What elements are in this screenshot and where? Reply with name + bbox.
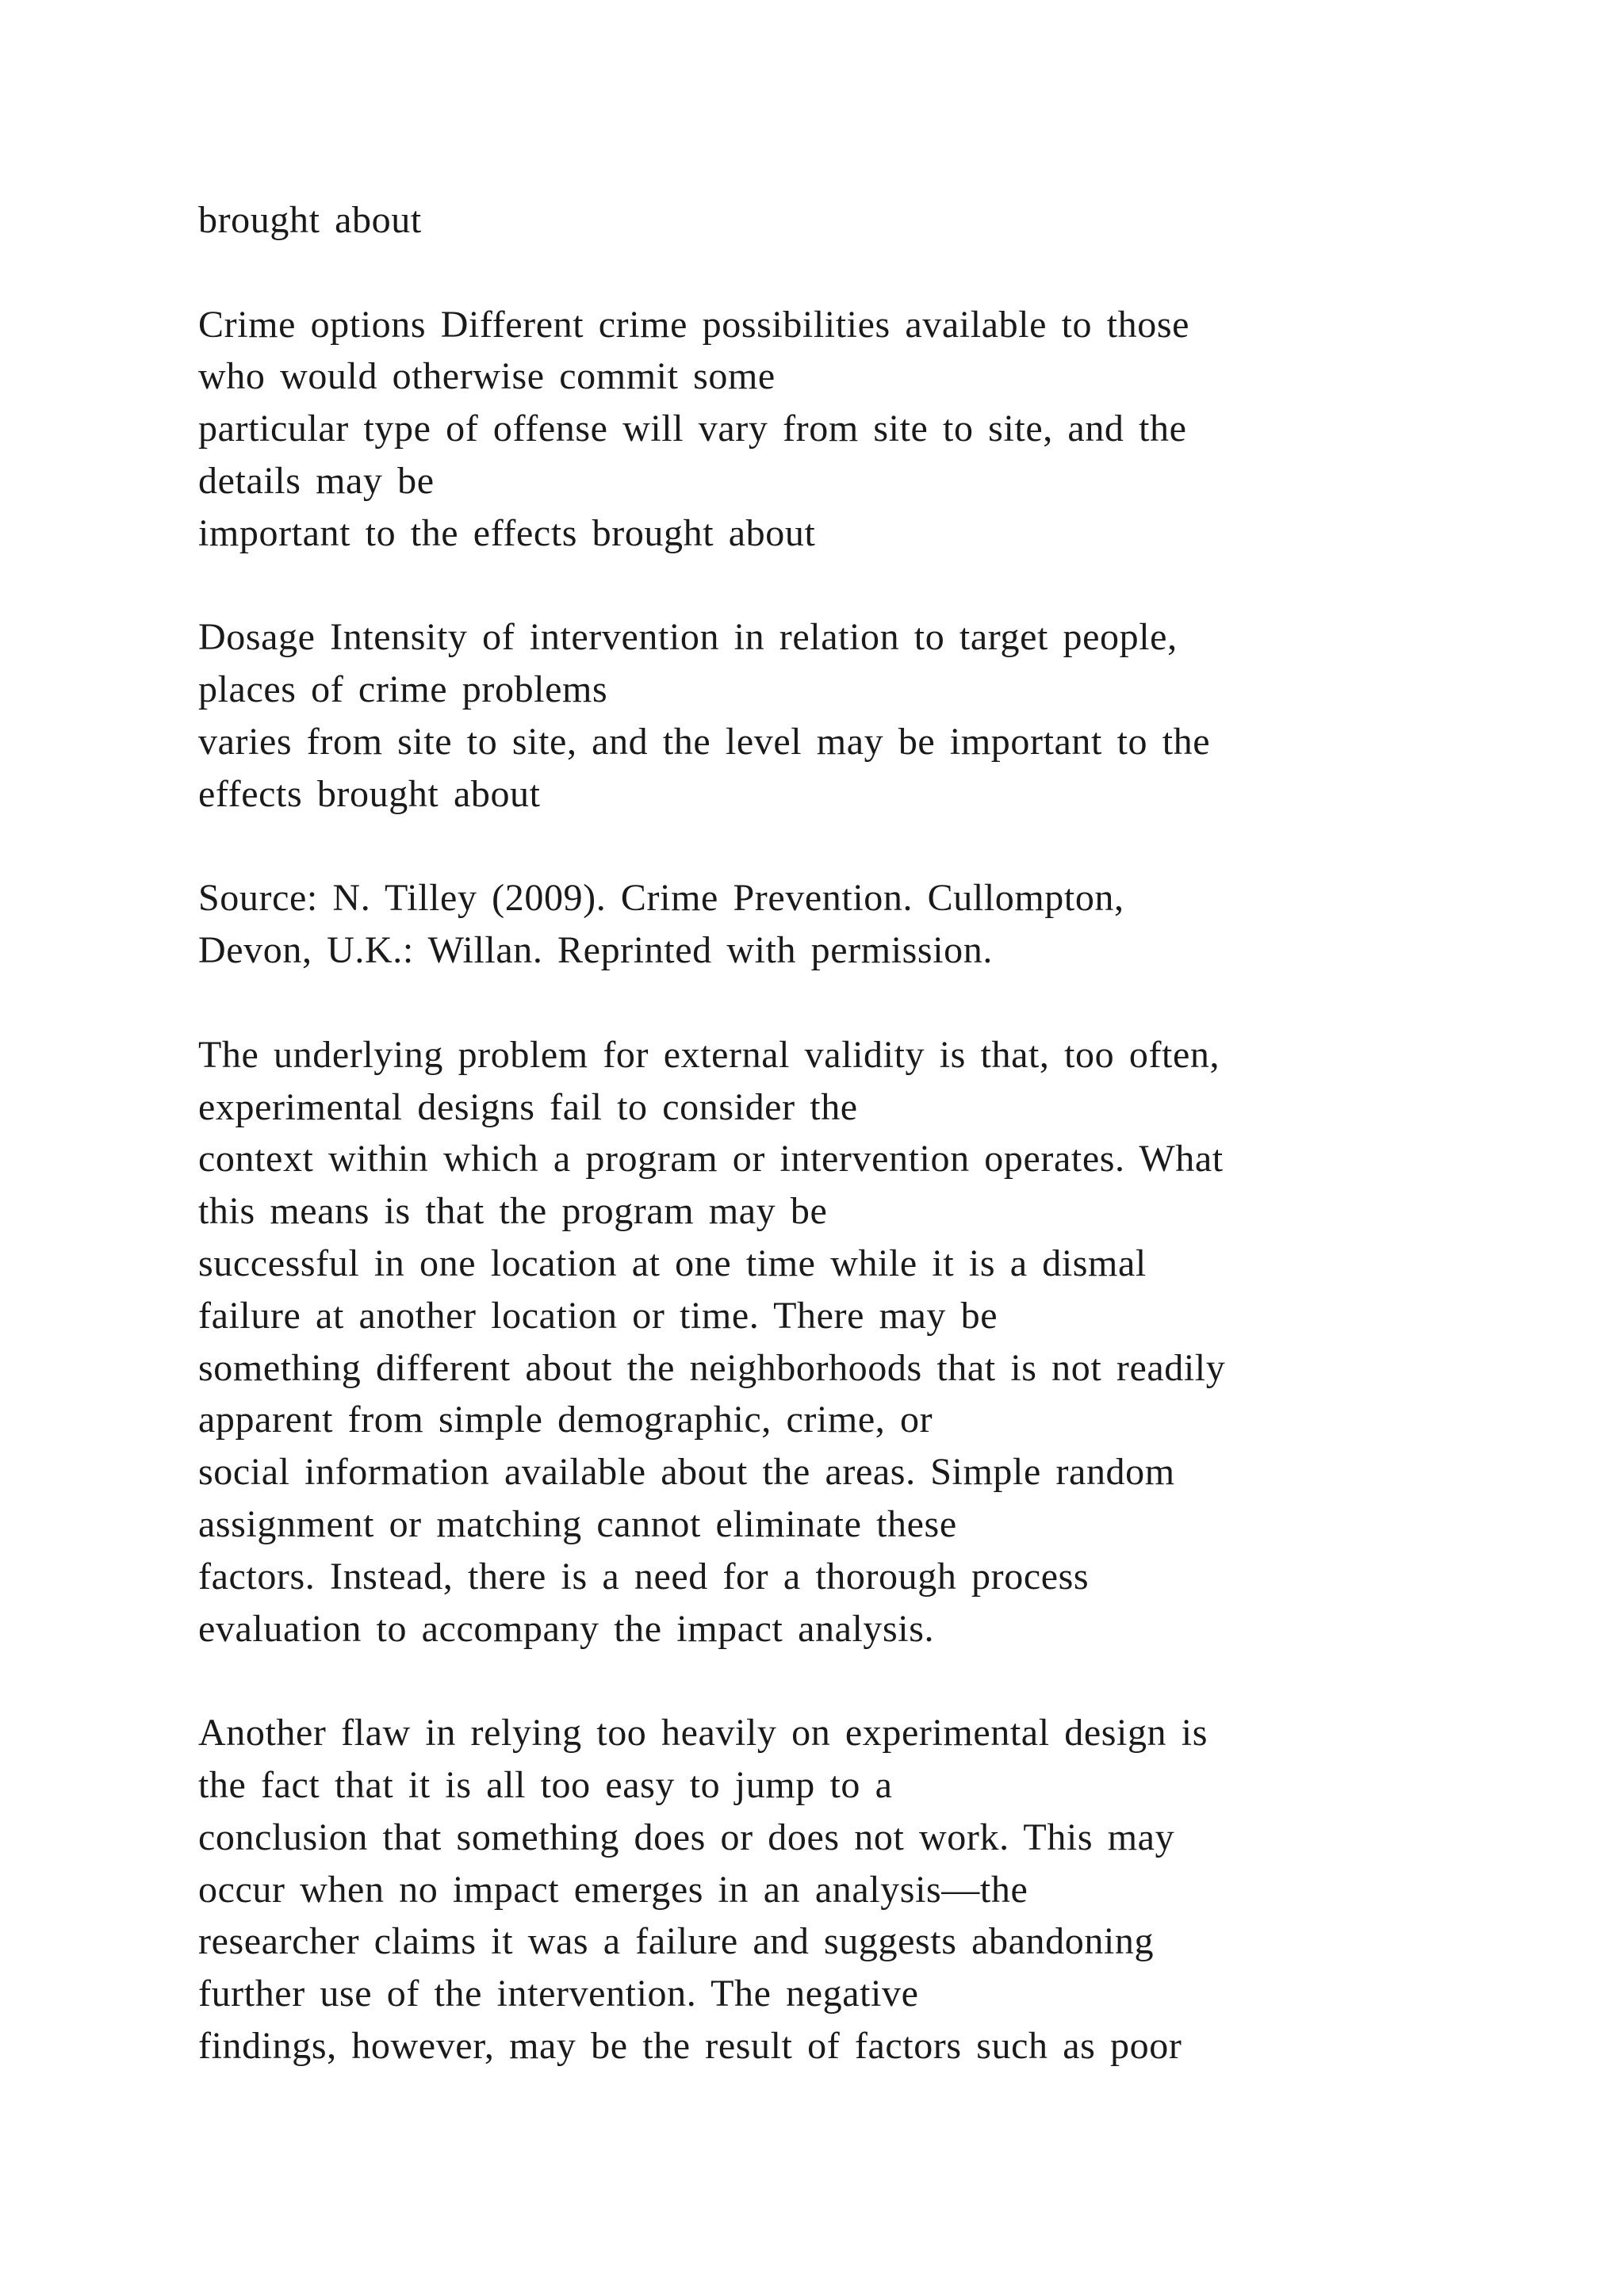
text-line: places of crime problems (198, 668, 608, 711)
text-line: apparent from simple demographic, crime, or (198, 1399, 933, 1441)
text-line: Source: N. Tilley (2009). Crime Prevention. Cullompton, (198, 877, 1124, 920)
text-line: Devon, U.K.: Willan. Reprinted with permission. (198, 929, 993, 972)
text-line: further use of the intervention. The negative (198, 1973, 919, 2015)
document-body (198, 194, 1546, 2072)
text-line: particular type of offense will vary from site to site, and the (198, 408, 1187, 450)
text-line: failure at another location or time. There may be (198, 1294, 998, 1337)
paragraph (198, 872, 1546, 977)
text-line: context within which a program or intervention operates. What (198, 1138, 1224, 1181)
text-line: Another flaw in relying too heavily on experimental design is (198, 1712, 1208, 1755)
text-line: brought about (198, 199, 422, 241)
text-line: something different about the neighborhoods that is not readily (198, 1346, 1226, 1389)
paragraph (198, 194, 1546, 247)
paragraph-gap (198, 821, 1546, 873)
text-line: occur when no impact emerges in an analysis—the (198, 1868, 1028, 1911)
paragraph-gap (198, 1655, 1546, 1707)
text-line: factors. Instead, there is a need for a thorough process (198, 1555, 1090, 1598)
paragraph (198, 1707, 1546, 2072)
paragraph-gap (198, 977, 1546, 1029)
paragraph-gap (198, 247, 1546, 299)
text-line: conclusion that something does or does not work. This may (198, 1816, 1175, 1858)
paragraph (198, 299, 1546, 560)
text-line: researcher claims it was a failure and suggests abandoning (198, 1920, 1155, 1963)
paragraph (198, 1029, 1546, 1655)
text-line: who would otherwise commit some (198, 355, 776, 398)
text-line: this means is that the program may be (198, 1190, 828, 1233)
text-line: The underlying problem for external validity is that, too often, (198, 1033, 1220, 1076)
text-line: Crime options Different crime possibilities available to those (198, 303, 1190, 346)
text-line: effects brought about (198, 772, 541, 815)
text-line: social information available about the areas. Simple random (198, 1451, 1175, 1494)
text-line: evaluation to accompany the impact analysis. (198, 1607, 935, 1650)
text-line: experimental designs fail to consider the (198, 1085, 858, 1128)
paragraph (198, 611, 1546, 820)
text-line: important to the effects brought about (198, 511, 816, 554)
text-line: details may be (198, 459, 435, 502)
text-line: assignment or matching cannot eliminate these (198, 1502, 957, 1545)
text-line: successful in one location at one time while it is a dismal (198, 1242, 1147, 1284)
paragraph-gap (198, 560, 1546, 612)
text-line: the fact that it is all too easy to jump to a (198, 1763, 893, 1806)
text-line: varies from site to site, and the level may be important to the (198, 720, 1211, 763)
text-line: Dosage Intensity of intervention in relation to target people, (198, 616, 1178, 659)
text-line: findings, however, may be the result of factors such as poor (198, 2024, 1182, 2067)
